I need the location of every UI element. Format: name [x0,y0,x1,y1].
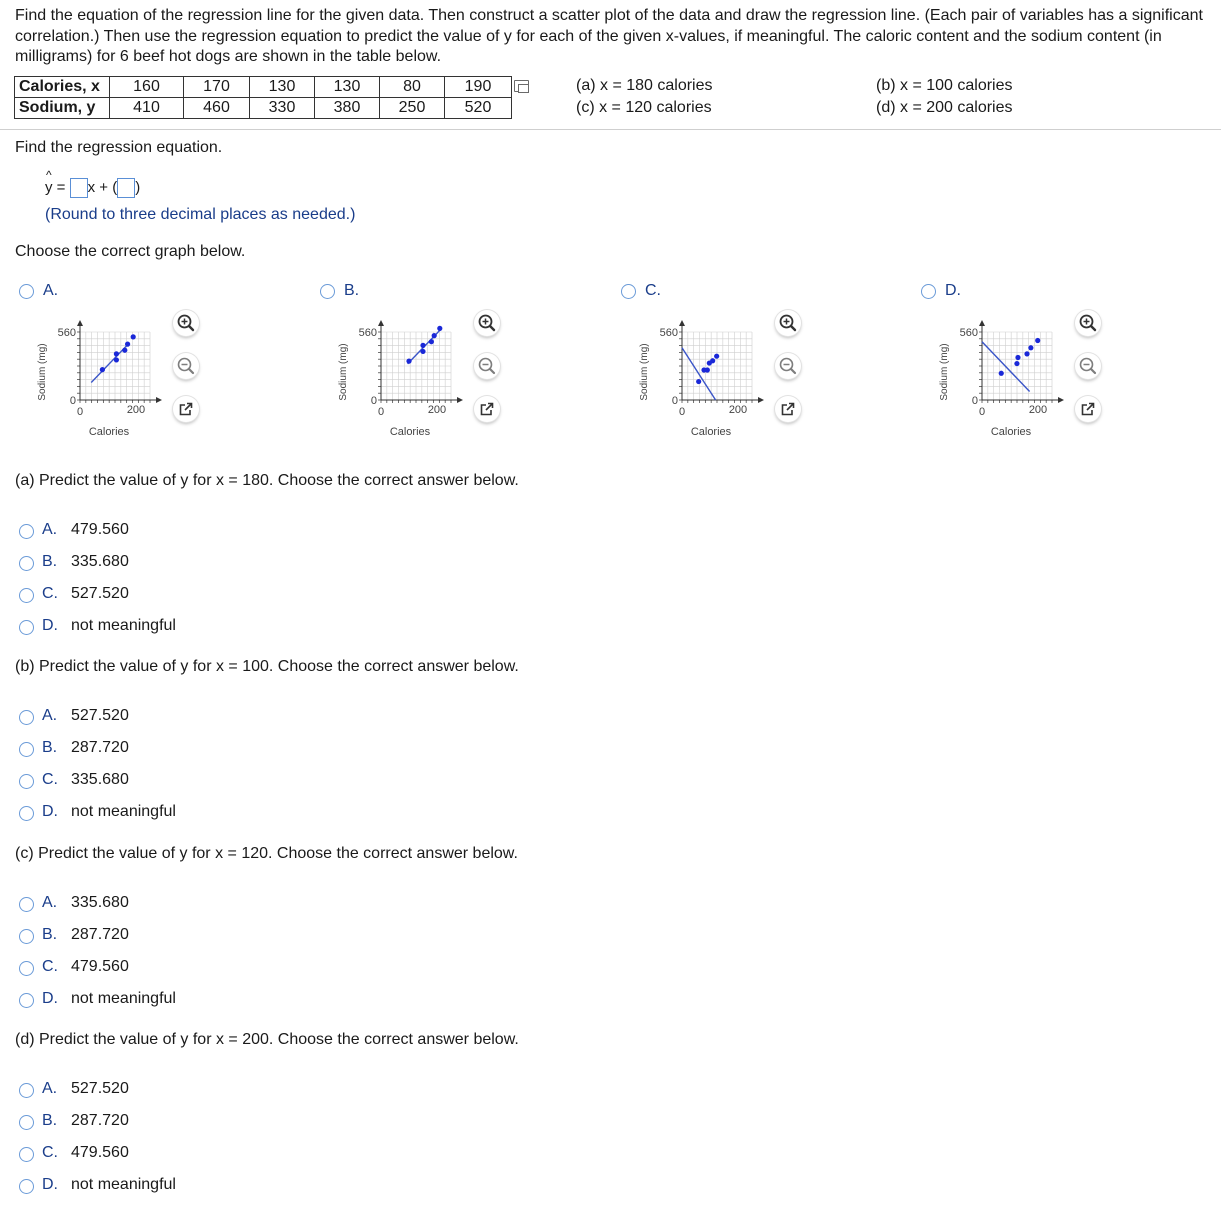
scatter-plot-svg [927,312,1077,442]
x-tick-label: 200 [126,404,146,416]
zoom-out-icon[interactable] [1075,353,1101,379]
answer-radio[interactable] [19,588,34,603]
answer-text: 287.720 [71,739,129,756]
x-zero-label: 0 [76,406,84,418]
regression-line [982,342,1030,392]
data-point [696,379,701,384]
zoom-in-icon[interactable] [775,310,801,336]
y-hat [45,167,53,196]
answer-radio[interactable] [19,806,34,821]
sodium-row [15,98,512,119]
graph-prompt: Choose the correct graph below. [15,243,246,260]
answer-letter: A. [42,894,58,911]
rounding-note: (Round to three decimal places as needed.) [45,206,356,223]
answer-text: not meaningful [71,1176,176,1193]
y-axis-label: Sodium (mg) [639,343,650,401]
graph-option-radio[interactable] [19,284,34,299]
x-cell: 130 [250,77,315,98]
calories-header: Calories, x [15,77,110,98]
answer-letter: A. [42,1080,58,1097]
answer-radio[interactable] [19,774,34,789]
regression-prompt: Find the regression equation. [15,139,223,156]
x-zero-label: 0 [377,406,385,418]
x-zero-label: 0 [978,406,986,418]
answer-radio[interactable] [19,1147,34,1162]
y-max-label: 560 [57,327,76,339]
y-axis-label: Sodium (mg) [939,343,950,401]
data-point [432,333,437,338]
answer-letter: C. [42,958,58,975]
data-point [1024,351,1029,356]
given-c: (c) x = 120 calories [576,99,712,116]
x-axis-label: Calories [88,426,130,438]
popout-icon[interactable] [474,396,500,422]
graph-option-letter: D. [945,282,961,299]
answer-text: not meaningful [71,990,176,1007]
y-axis-arrow [77,320,83,326]
answer-radio[interactable] [19,1179,34,1194]
regression-line [682,348,716,400]
question-prompt: (c) Predict the value of y for x = 120. Choose the correct answer below. [15,845,518,862]
popout-icon-glyph [1075,396,1101,422]
y-cell: 250 [380,98,445,119]
answer-letter: B. [42,926,58,943]
answer-letter: D. [42,617,58,634]
zoom-out-icon[interactable] [173,353,199,379]
answer-letter: D. [42,803,58,820]
y-zero-label: 0 [370,395,377,407]
y-zero-label: 0 [671,395,678,407]
sodium-header: Sodium, y [15,98,110,119]
answer-text: 527.520 [71,585,129,602]
answer-text: not meaningful [71,617,176,634]
popout-icon-glyph [775,396,801,422]
answer-text: 527.520 [71,707,129,724]
answer-radio[interactable] [19,524,34,539]
x-cell: 160 [110,77,184,98]
zoom-in-icon[interactable] [474,310,500,336]
popout-icon-glyph [173,396,199,422]
y-cell: 460 [184,98,250,119]
data-point [114,351,119,356]
graph-option-letter: B. [344,282,360,299]
y-cell: 380 [315,98,380,119]
x-cell: 170 [184,77,250,98]
intercept-input[interactable] [117,178,135,198]
data-point [125,342,130,347]
answer-text: 479.560 [71,958,129,975]
regression-equation [45,167,141,198]
x-axis-label: Calories [990,426,1032,438]
given-d: (d) x = 200 calories [876,99,1013,116]
y-zero-label: 0 [971,395,978,407]
answer-text: 479.560 [71,521,129,538]
y-axis-arrow [378,320,384,326]
answer-text: 335.680 [71,553,129,570]
problem-statement: Find the equation of the regression line for the given data. Then construct a scatter plot of the data and draw the regression line. (Each pair of variables has a significant correlation.) Then use the regression equation to predict the value of y for each of the given x-values, if meaningful. The caloric content and the sodium content (in milligrams) for 6 beef hot dogs are shown in the table below. [15,7,1203,65]
zoom-out-icon-glyph [474,353,500,379]
scatter-plot [927,312,1077,442]
x-axis-arrow [156,397,162,403]
data-point [420,343,425,348]
y-axis-label: Sodium (mg) [37,343,48,401]
question-prompt: (a) Predict the value of y for x = 180. Choose the correct answer below. [15,472,519,489]
zoom-in-icon-glyph [1075,310,1101,336]
answer-radio[interactable] [19,556,34,571]
answer-letter: B. [42,1112,58,1129]
answer-radio[interactable] [19,710,34,725]
answer-text: not meaningful [71,803,176,820]
answer-text: 479.560 [71,1144,129,1161]
answer-text: 287.720 [71,926,129,943]
data-point [100,367,105,372]
data-point [114,357,119,362]
y-max-label: 560 [659,327,678,339]
scatter-plot [627,312,777,442]
answer-radio[interactable] [19,929,34,944]
answer-text: 335.680 [71,771,129,788]
data-point [420,349,425,354]
zoom-in-icon-glyph [173,310,199,336]
answer-letter: A. [42,707,58,724]
data-point [406,359,411,364]
answer-letter: B. [42,739,58,756]
answer-radio[interactable] [19,742,34,757]
graph-option-radio[interactable] [621,284,636,299]
y-axis-arrow [679,320,685,326]
given-a: (a) x = 180 calories [576,77,713,94]
answer-text: 527.520 [71,1080,129,1097]
graph-option-letter: A. [43,282,59,299]
popout-icon[interactable] [1075,396,1101,422]
equals-sign: = [56,178,66,196]
calories-row [15,77,512,98]
answer-letter: D. [42,1176,58,1193]
y-axis-label: Sodium (mg) [338,343,349,401]
scatter-plot [25,312,175,442]
hat-symbol: ^ [46,167,52,182]
answer-radio[interactable] [19,993,34,1008]
y-cell: 520 [445,98,512,119]
zoom-in-icon-glyph [775,310,801,336]
answer-letter: A. [42,521,58,538]
data-point [429,339,434,344]
scatter-plot-svg [326,312,476,442]
data-point [999,371,1004,376]
zoom-in-icon-glyph [474,310,500,336]
y-cell: 330 [250,98,315,119]
data-table [14,76,512,119]
data-point [122,348,127,353]
y-zero-label: 0 [69,395,76,407]
y-cell: 410 [110,98,184,119]
zoom-out-icon-glyph [1075,353,1101,379]
data-point [714,354,719,359]
divider [0,129,1221,130]
data-point [705,367,710,372]
question-prompt: (d) Predict the value of y for x = 200. Choose the correct answer below. [15,1031,519,1048]
zoom-out-icon[interactable] [474,353,500,379]
slope-input[interactable] [70,178,88,198]
graph-option-radio[interactable] [320,284,335,299]
answer-text: 287.720 [71,1112,129,1129]
answer-letter: C. [42,585,58,602]
y-max-label: 560 [358,327,377,339]
data-point [437,326,442,331]
y-axis-arrow [979,320,985,326]
data-point [1035,338,1040,343]
zoom-in-icon[interactable] [173,310,199,336]
x-plus: x + ( [87,178,118,196]
answer-text: 335.680 [71,894,129,911]
x-axis-arrow [1058,397,1064,403]
answer-radio[interactable] [19,620,34,635]
popout-icon[interactable] [775,396,801,422]
scatter-plot-svg [25,312,175,442]
answer-radio[interactable] [19,1115,34,1130]
x-tick-label: 200 [1028,404,1048,416]
answer-letter: C. [42,1144,58,1161]
answer-radio[interactable] [19,1083,34,1098]
x-zero-label: 0 [678,406,686,418]
zoom-out-icon-glyph [775,353,801,379]
data-point [1014,361,1019,366]
x-cell: 80 [380,77,445,98]
zoom-out-icon[interactable] [775,353,801,379]
x-axis-arrow [457,397,463,403]
y-symbol: y [45,178,53,196]
given-b: (b) x = 100 calories [876,77,1013,94]
answer-letter: B. [42,553,58,570]
answer-letter: C. [42,771,58,788]
scatter-plot [326,312,476,442]
x-tick-label: 200 [728,404,748,416]
data-point [1015,355,1020,360]
answer-letter: D. [42,990,58,1007]
popout-icon-glyph [474,396,500,422]
x-cell: 190 [445,77,512,98]
close-paren: ) [135,178,141,196]
data-point [710,358,715,363]
graph-option-letter: C. [645,282,661,299]
zoom-out-icon-glyph [173,353,199,379]
x-axis-arrow [758,397,764,403]
graph-option-radio[interactable] [921,284,936,299]
x-axis-label: Calories [389,426,431,438]
scatter-plot-svg [627,312,777,442]
zoom-in-icon[interactable] [1075,310,1101,336]
x-cell: 130 [315,77,380,98]
x-axis-label: Calories [690,426,732,438]
y-max-label: 560 [959,327,978,339]
data-point [1028,345,1033,350]
x-tick-label: 200 [427,404,447,416]
copy-table-icon[interactable] [514,80,529,92]
answer-radio[interactable] [19,897,34,912]
popout-icon[interactable] [173,396,199,422]
data-point [131,334,136,339]
question-prompt: (b) Predict the value of y for x = 100. Choose the correct answer below. [15,658,519,675]
answer-radio[interactable] [19,961,34,976]
